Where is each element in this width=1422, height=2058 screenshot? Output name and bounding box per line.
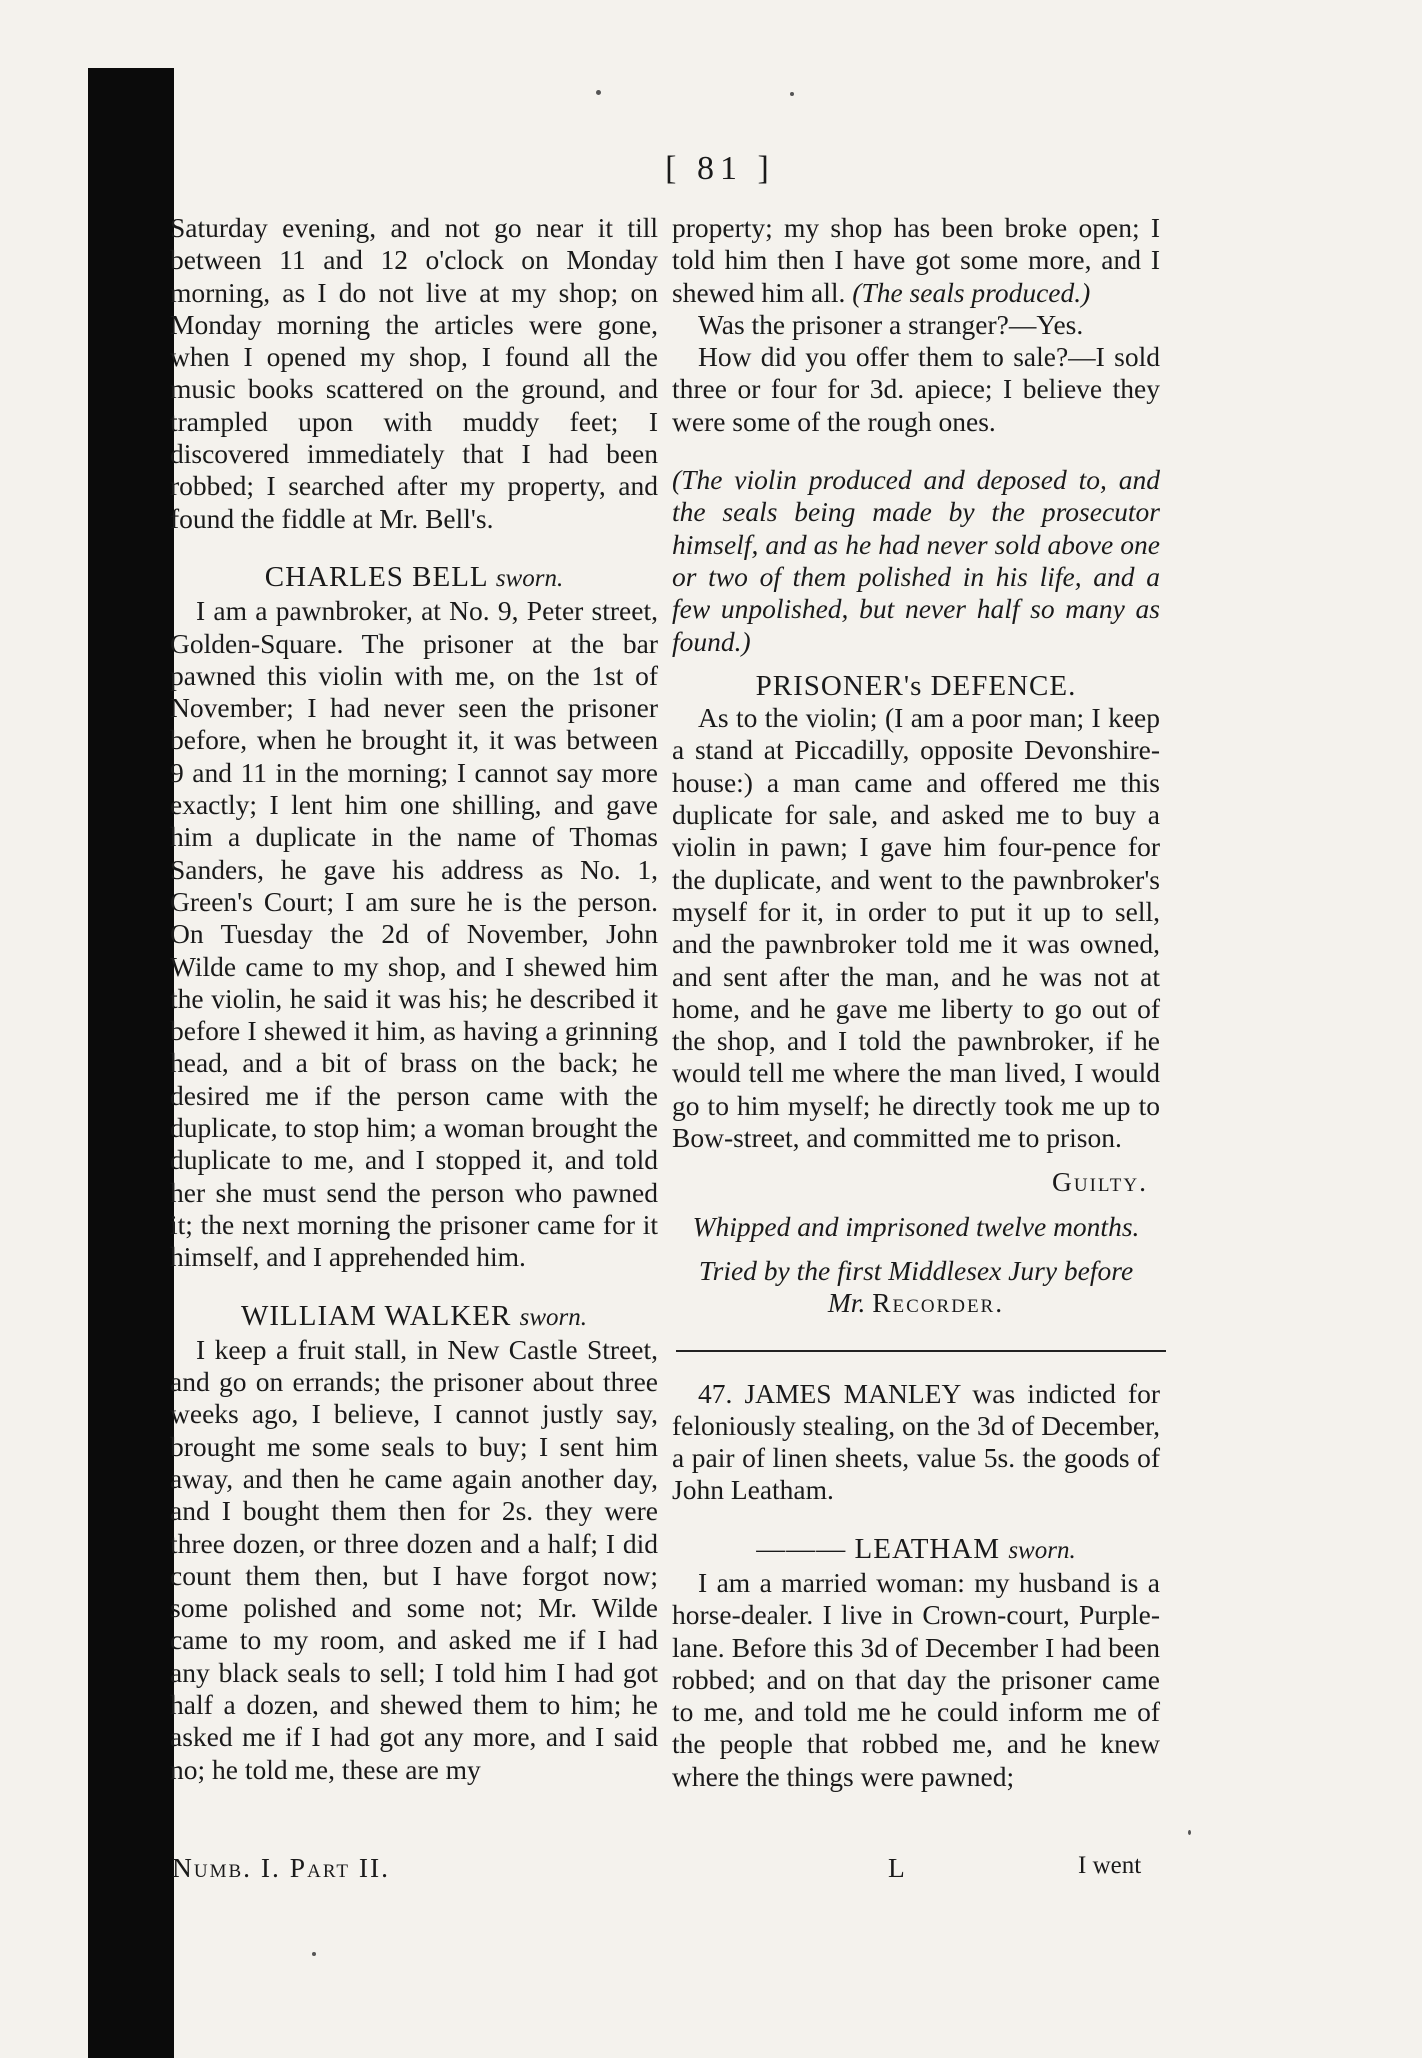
sworn-label: sworn. (1008, 1536, 1076, 1564)
witness-name: WILLIAM WALKER (240, 1299, 512, 1332)
paragraph: Saturday evening, and not go near it till between 11 and 12 o'clock on Monday morning, as I do not live at my shop; on Monday morning the articles were gone, when I opened my shop, I found all the music books scattered on the ground, and trampled upon with muddy feet; I discovered immediately that I had been robbed; I searched after my property, and found the fiddle at Mr. Bell's. (170, 212, 658, 534)
question-answer: How did you offer them to sale?—I sold three or four for 3d. apiece; I believe they were some of the rough ones. (672, 341, 1160, 437)
binding-edge (88, 68, 174, 2058)
question-answer: Was the prisoner a stranger?—Yes. (698, 308, 1084, 340)
scan-speck (596, 90, 601, 95)
mr-label: Mr. (827, 1287, 866, 1319)
paragraph: I keep a fruit stall, in New Castle Street, and go on errands; the prisoner about three weeks ago, I believe, I cannot justly say, brought me some seals to buy; I sent him away, and then he came again another day, and I bought them then for 2s. they were three dozen, or three dozen and a half; I did count them then, but I have forgot now; some polished and some not; Mr. Wilde came to my room, and asked me if I had any black seals to sell; I told him I had got half a dozen, and shewed them to him; he asked me if I had got any more, and I said no; he told me, these are my (170, 1333, 658, 1785)
sworn-label: sworn. (495, 564, 564, 592)
witness-name: CHARLES BELL (264, 560, 488, 593)
stage-direction: (The seals produced.) (852, 276, 1091, 308)
section-rule (676, 1350, 1166, 1352)
witness-heading (672, 1533, 1160, 1567)
stage-direction: (The violin produced and deposed to, and the seals being made by the prosecutor himself, and as he had never sold above one or two of them polished in his life, and a few unpolished, but never half so many as found.) (672, 464, 1160, 657)
witness-heading (170, 1300, 658, 1334)
sentence: Whipped and imprisoned twelve months. (692, 1210, 1140, 1242)
recorder-label: Recorder. (872, 1287, 1005, 1319)
paragraph-text: property; my shop has been broke open; I told him then I have got some more, and I shewed him all. (672, 212, 1160, 308)
signature-mark: Numb. I. Part II. (172, 1852, 391, 1883)
paragraph: I am a pawnbroker, at No. 9, Peter street, Golden-Square. The prisoner at the bar pawned this violin with me, on the 1st of November; I had never seen the prisoner before, when he brought it, it was between 9 and 11 in the morning; I cannot say more exactly; I lent him one shilling, and gave him a duplicate in the name of Thomas Sanders, he gave his address as No. 1, Green's Court; I am sure he is the person. On Tuesday the 2d of November, John Wilde came to my shop, and I shewed him the violin, he said it was his; he described it before I shewed it him, as having a grinning head, and a bit of brass on the back; he desired me if the person came with the duplicate, to stop him; a woman brought the duplicate to me, and I stopped it, and told her she must send the person who pawned it; the next morning the prisoner came for it himself, and I apprehended him. (170, 595, 658, 1273)
page-number: [ 81 ] (665, 150, 775, 187)
paragraph: As to the violin; (I am a poor man; I keep a stand at Piccadilly, opposite Devonshire-house:) a man came and offered me this duplicate for sale, and asked me to buy a violin in pawn; I gave him four-pence for the duplicate, and went to the pawnbroker's myself for it, in order to put it up to sell, and the pawnbroker told me it was owned, and sent after the man, and he was not at home, and he gave me liberty to go out of the shop, and I told the pawnbroker, if he would tell me where the man lived, I would go to him myself; he directly took me up to Bow-street, and committed me to prison. (672, 702, 1160, 1154)
paragraph: I am a married woman: my husband is a horse-dealer. I live in Crown-court, Purple-lane. Before this 3d of December I had been robbed; and on that day the prisoner came to me, and told me he could inform me of the people that robbed me, and he knew where the things were pawned; (672, 1566, 1160, 1792)
sworn-label: sworn. (519, 1303, 588, 1331)
catchword: I went (1078, 1852, 1142, 1879)
defence-heading: PRISONER's DEFENCE. (755, 669, 1077, 702)
witness-name: ——— LEATHAM (756, 1532, 1001, 1565)
jury-line-2 (672, 1287, 1160, 1319)
page-footer (160, 1852, 1160, 1886)
scan-speck (790, 92, 794, 96)
scan-speck (312, 1952, 316, 1956)
sheet-letter: L (888, 1852, 905, 1883)
jury-line: Tried by the first Middlesex Jury before (698, 1254, 1134, 1286)
left-column (170, 212, 658, 1786)
verdict: Guilty. (1052, 1166, 1148, 1198)
scan-speck (1188, 1830, 1191, 1835)
indictment-paragraph: 47. JAMES MANLEY was indicted for feloniously stealing, on the 3d of December, a pair of linen sheets, value 5s. the goods of John Leatham. (672, 1377, 1160, 1506)
witness-heading (170, 561, 658, 595)
right-column (672, 212, 1160, 1793)
paragraph (672, 212, 1160, 309)
